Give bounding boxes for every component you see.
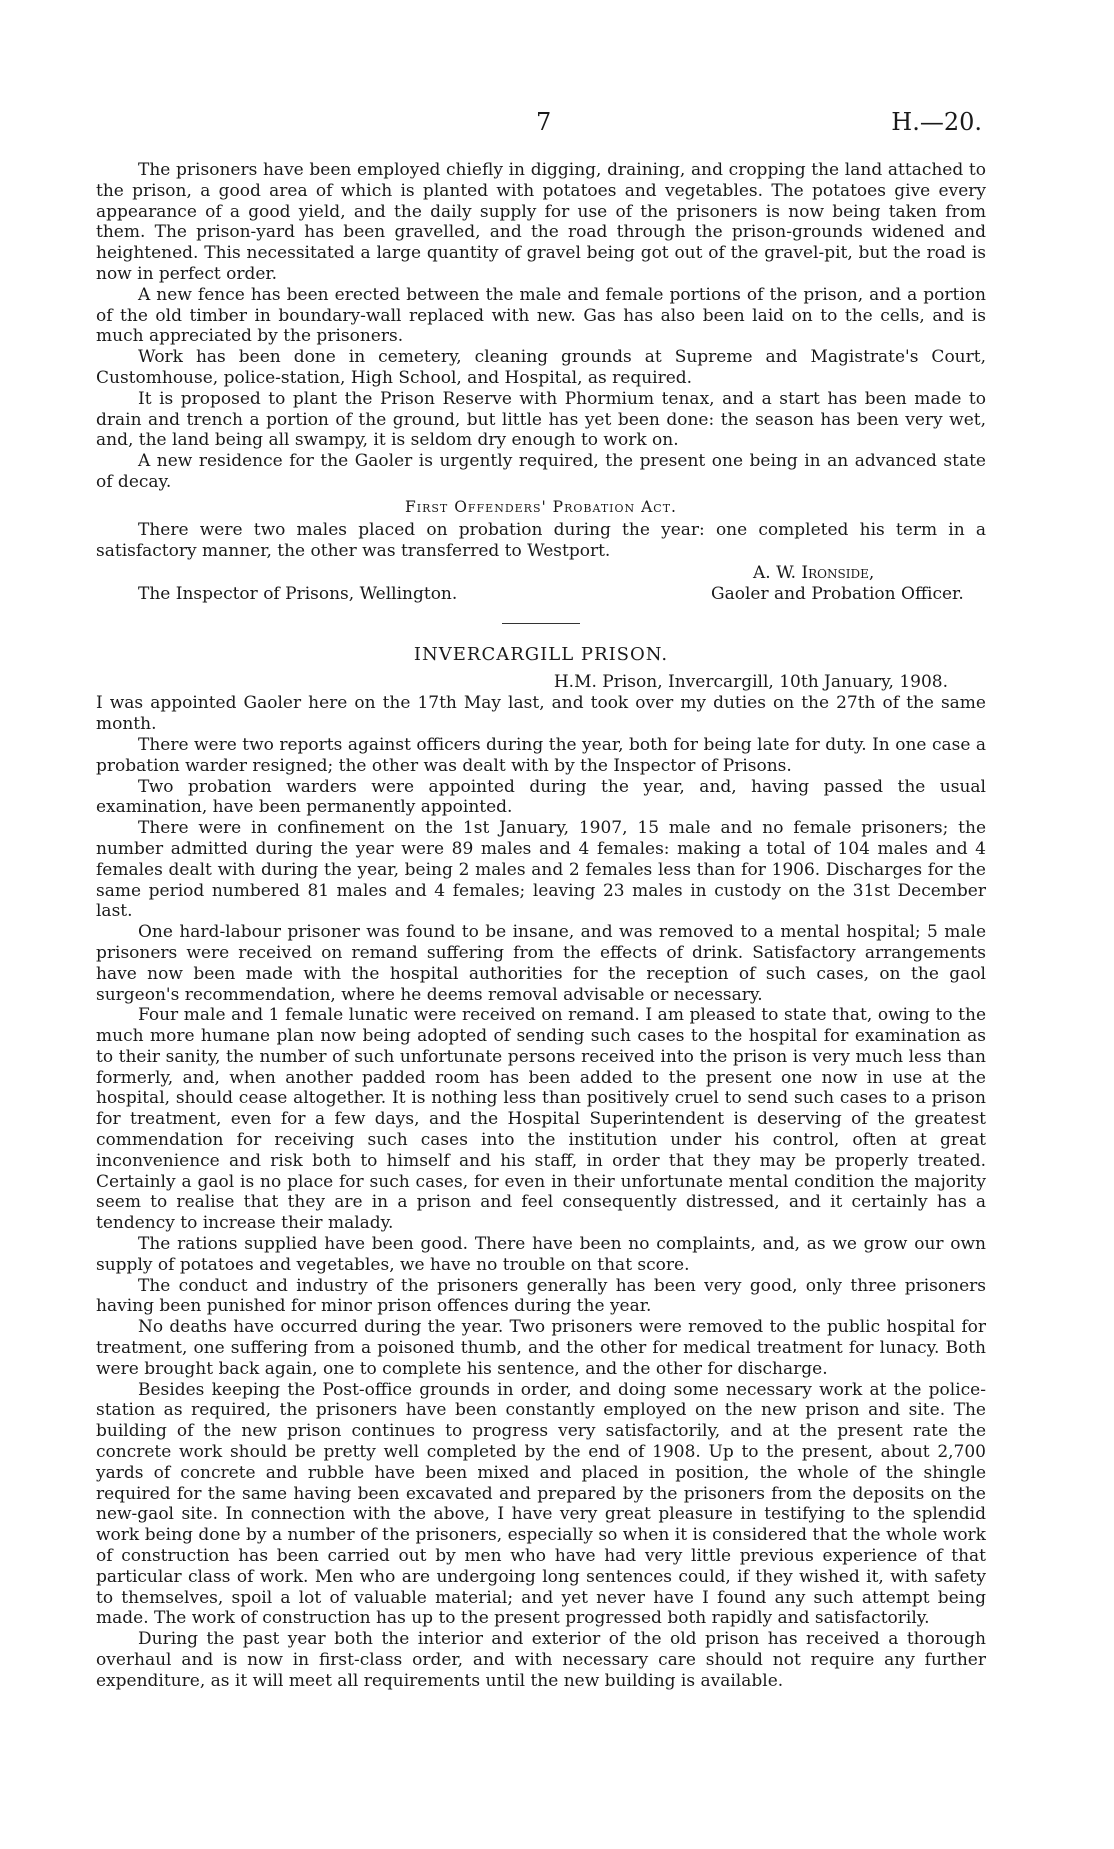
probation-act-heading: First Offenders' Probation Act. <box>405 497 677 516</box>
paragraph: The rations supplied have been good. There have been no complaints, and, as we grow our own supply of potatoes and vegetables, we have no trouble on that score. <box>96 1234 986 1275</box>
paragraph: Four male and 1 female lunatic were received on remand. I am pleased to state that, owing to the much more humane plan now being adopted of sending such cases to the hospital for examination as to their sanity, the number of such unfortunate persons received into the prison is very much less than formerly, and, when another padded room has been added to the present one now in use at the hospital, should cease altogether. It is nothing less than positively cruel to send such cases to a prison for treatment, even for a few days, and the Hospital Superintendent is deserving of the greatest commendation for receiving such cases into the institution under his control, often at great inconvenience and risk both to himself and his staff, in order that they may be properly treated. Certainly a gaol is no place for such cases, for even in their unfortunate mental condition the majority seem to realise that they are in a prison and feel consequently distressed, and it certainly has a tendency to increase their malady. <box>96 1005 986 1234</box>
paragraph: No deaths have occurred during the year. Two prisoners were removed to the public hospital for treatment, one suffering from a poisoned thumb, and the other for medical treatment for lunacy. Both were brought back again, one to complete his sentence, and the other for discharge. <box>96 1317 986 1379</box>
paragraph: A new fence has been erected between the male and female portions of the prison, and a portion of the old timber in boundary-wall replaced with new. Gas has also been laid on to the cells, and is much appreciated by the prisoners. <box>96 284 986 347</box>
paragraph: Two probation warders were appointed during the year, and, having passed the usual examination, have been permanently appointed. <box>96 776 986 818</box>
document-body <box>96 160 986 1692</box>
section-divider <box>502 623 580 624</box>
paragraph: One hard-labour prisoner was found to be insane, and was removed to a mental hospital; 5 male prisoners were received on remand suffering from the effects of drink. Satisfactory arrangements have now been made with the hospital authorities for the reception of such cases, on the gaol surgeon's recommendation, where he deems removal advisable or necessary. <box>96 922 986 1005</box>
paragraph: During the past year both the interior and exterior of the old prison has received a thorough overhaul and is now in first-class order, and with necessary care should not require any further expenditure, as it will meet all requirements until the new building is available. <box>96 1629 986 1691</box>
paragraph: There were in confinement on the 1st January, 1907, 15 male and no female prisoners; the number admitted during the year were 89 males and 4 females: making a total of 104 males and 4 females dealt with during the year, being 2 males and 2 females less than for 1906. Discharges for the same period numbered 81 males and 4 females; leaving 23 males in custody on the 31st December last. <box>96 818 986 922</box>
signature-block <box>96 563 986 605</box>
addressee: The Inspector of Prisons, Wellington. <box>138 584 458 605</box>
paragraph: There were two males placed on probation during the year: one completed his term in a satisfactory manner, the other was transferred to Westport. <box>96 519 986 561</box>
opening-paragraph: I was appointed Gaoler here on the 17th May last, and took over my duties on the 27th of the same month. <box>96 693 986 735</box>
page-header <box>0 108 1114 138</box>
signatory <box>711 563 986 605</box>
paragraph: Work has been done in cemetery, cleaning grounds at Supreme and Magistrate's Court, Customhouse, police-station, High School, and Hospital, as required. <box>96 347 986 388</box>
paragraph: A new residence for the Gaoler is urgently required, the present one being in an advanced state of decay. <box>96 451 986 492</box>
signer-name: A. W. Ironside, <box>753 563 875 584</box>
paragraph: There were two reports against officers during the year, both for being late for duty. In one case a probation warder resigned; the other was dealt with by the Inspector of Prisons. <box>96 734 986 776</box>
page-number: 7 <box>536 108 552 136</box>
paragraph: Besides keeping the Post-office grounds in order, and doing some necessary work at the police-station as required, the prisoners have been constantly employed on the new prison and site. The building of the new prison continues to progress very satisfactorily, and at the present rate the concrete work should be pretty well completed by the end of 1908. Up to the present, about 2,700 yards of concrete and rubble have been mixed and placed in position, the whole of the shingle required for the same having been excavated and prepared by the prisoners from the deposits on the new-gaol site. In connection with the above, I have very great pleasure in testifying to the splendid work being done by a number of the prisoners, especially so when it is considered that the whole work of construction has been carried out by men who have had very little previous experience of that particular class of work. Men who are undergoing long sentences could, if they wished it, with safety to themselves, spoil a lot of valuable material; and yet never have I found any such attempt being made. The work of construction has up to the present progressed both rapidly and satisfactorily. <box>96 1379 986 1629</box>
signer-title: Gaoler and Probation Officer. <box>711 584 964 605</box>
document-code: H.—20. <box>891 108 982 136</box>
paragraph: It is proposed to plant the Prison Reserve with Phormium tenax, and a start has been made to drain and trench a portion of the ground, but little has yet been done: the season has been very wet, and, the land being all swampy, it is seldom dry enough to work on. <box>96 388 986 451</box>
dateline: H.M. Prison, Invercargill, 10th January, 1908. <box>553 672 948 693</box>
paragraph: The prisoners have been employed chiefly in digging, draining, and cropping the land attached to the prison, a good area of which is planted with potatoes and vegetables. The potatoes give every appearance of a good yield, and the daily supply for use of the prisoners is now being taken from them. The prison-yard has been gravelled, and the road through the prison-grounds widened and heightened. This necessitated a large quantity of gravel being got out of the gravel-pit, but the road is now in perfect order. <box>96 160 986 284</box>
paragraph: The conduct and industry of the prisoners generally has been very good, only three prisoners having been punished for minor prison offences during the year. <box>96 1275 986 1317</box>
section-title: INVERCARGILL PRISON. <box>413 644 669 666</box>
